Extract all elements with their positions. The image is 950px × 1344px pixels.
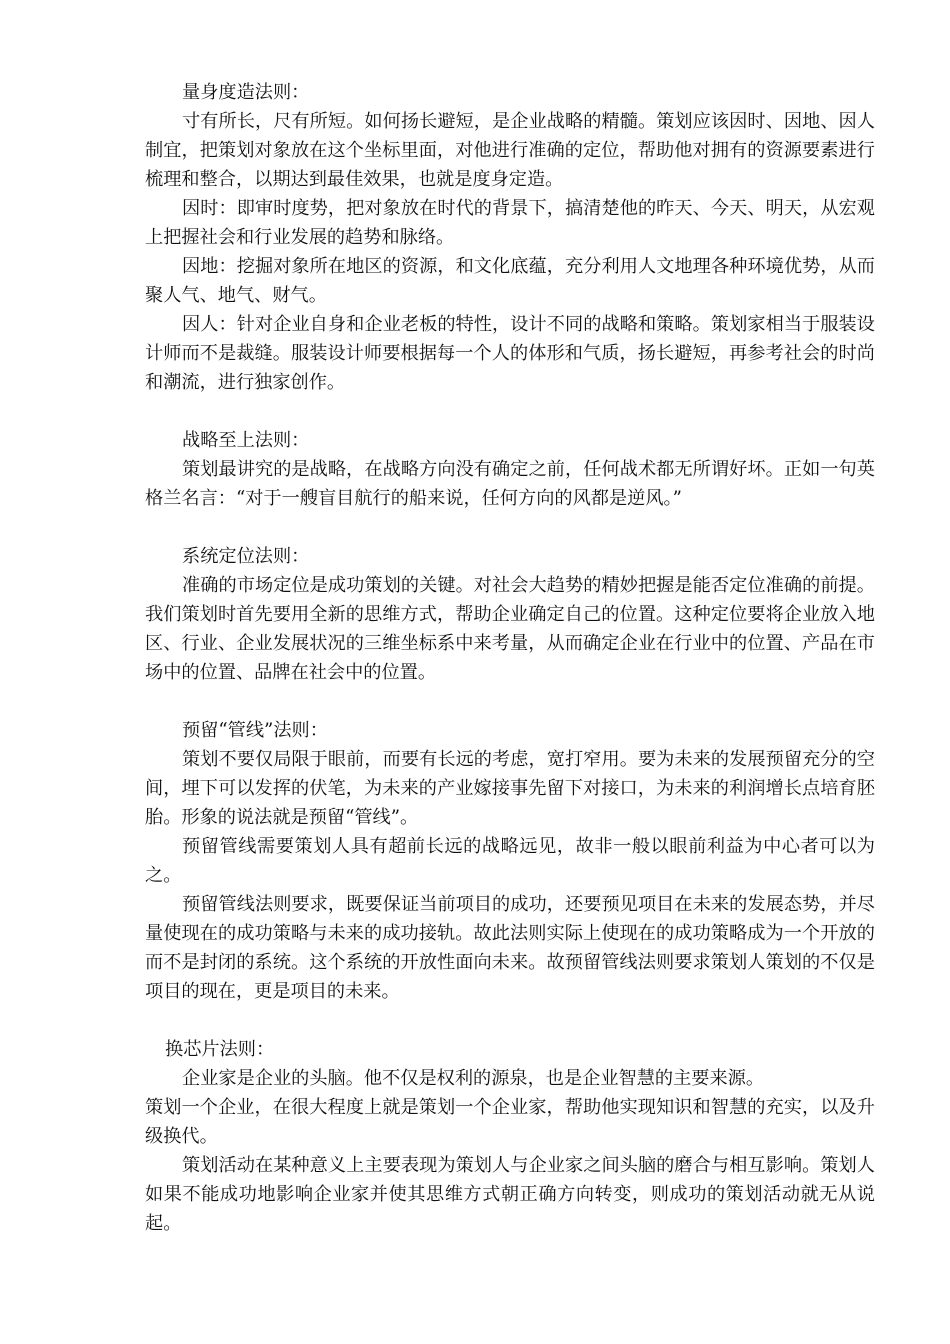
paragraph: 因人：针对企业自身和企业老板的特性，设计不同的战略和策略。策划家相当于服装设计师而不是裁缝。服装设计师要根据每一个人的体形和气质，扬长避短，再参考社会的时尚和潮流，进行独家创作。: [145, 314, 875, 393]
paragraph: 准确的市场定位是成功策划的关键。对社会大趋势的精妙把握是能否定位准确的前提。我们策划时首先要用全新的思维方式，帮助企业确定自己的位置。这种定位要将企业放入地区、行业、企业发展状况的三维坐标系中来考量，从而确定企业在行业中的位置、产品在市场中的位置、品牌在社会中的位置。: [145, 575, 875, 683]
paragraph: 因时：即审时度势，把对象放在时代的背景下，搞清楚他的昨天、今天、明天，从宏观上把握社会和行业发展的趋势和脉络。: [145, 198, 875, 248]
section-heading: 换芯片法则：: [165, 1039, 275, 1060]
section-tailor-made: [145, 78, 875, 397]
section-heading: 系统定位法则：: [182, 546, 310, 567]
section-spacer: [145, 513, 875, 542]
document-body: [145, 78, 875, 1238]
paragraph: 寸有所长，尺有所短。如何扬长避短，是企业战略的精髓。策划应该因时、因地、因人制宜，把策划对象放在这个坐标里面，对他进行准确的定位，帮助他对拥有的资源要素进行梳理和整合，以期达到最佳效果，也就是度身定造。: [145, 111, 875, 190]
paragraph: 策划一个企业，在很大程度上就是策划一个企业家，帮助他实现知识和智慧的充实，以及升级换代。: [145, 1097, 875, 1147]
section-chip-change: [145, 1035, 875, 1238]
section-spacer: [145, 687, 875, 716]
section-spacer: [145, 397, 875, 426]
paragraph: 预留管线法则要求，既要保证当前项目的成功，还要预见项目在未来的发展态势，并尽量使现在的成功策略与未来的成功接轨。故此法则实际上使现在的成功策略成为一个开放的而不是封闭的系统。这个系统的开放性面向未来。故预留管线法则要求策划人策划的不仅是项目的现在，更是项目的未来。: [145, 894, 875, 1002]
section-strategy-first: [145, 426, 875, 513]
section-system-positioning: [145, 542, 875, 687]
paragraph: 策划最讲究的是战略，在战略方向没有确定之前，任何战术都无所谓好坏。正如一句英格兰名言：“对于一艘盲目航行的船来说，任何方向的风都是逆风。”: [145, 459, 875, 509]
paragraph: 企业家是企业的头脑。他不仅是权利的源泉，也是企业智慧的主要来源。: [182, 1068, 765, 1089]
section-reserved-pipeline: [145, 716, 875, 1006]
paragraph: 策划不要仅局限于眼前，而要有长远的考虑，宽打窄用。要为未来的发展预留充分的空间，埋下可以发挥的伏笔，为未来的产业嫁接事先留下对接口，为未来的利润增长点培育胚胎。形象的说法就是预留“管线”。: [145, 749, 875, 828]
section-heading: 量身度造法则：: [182, 82, 310, 103]
section-heading: 战略至上法则：: [182, 430, 310, 451]
paragraph: 策划活动在某种意义上主要表现为策划人与企业家之间头脑的磨合与相互影响。策划人如果不能成功地影响企业家并使其思维方式朝正确方向转变，则成功的策划活动就无从说起。: [145, 1155, 875, 1234]
paragraph: 因地：挖掘对象所在地区的资源，和文化底蕴，充分利用人文地理各种环境优势，从而聚人气、地气、财气。: [145, 256, 875, 306]
paragraph: 预留管线需要策划人具有超前长远的战略远见，故非一般以眼前利益为中心者可以为之。: [145, 836, 875, 886]
section-heading: 预留“管线”法则：: [182, 720, 328, 741]
section-spacer: [145, 1006, 875, 1035]
